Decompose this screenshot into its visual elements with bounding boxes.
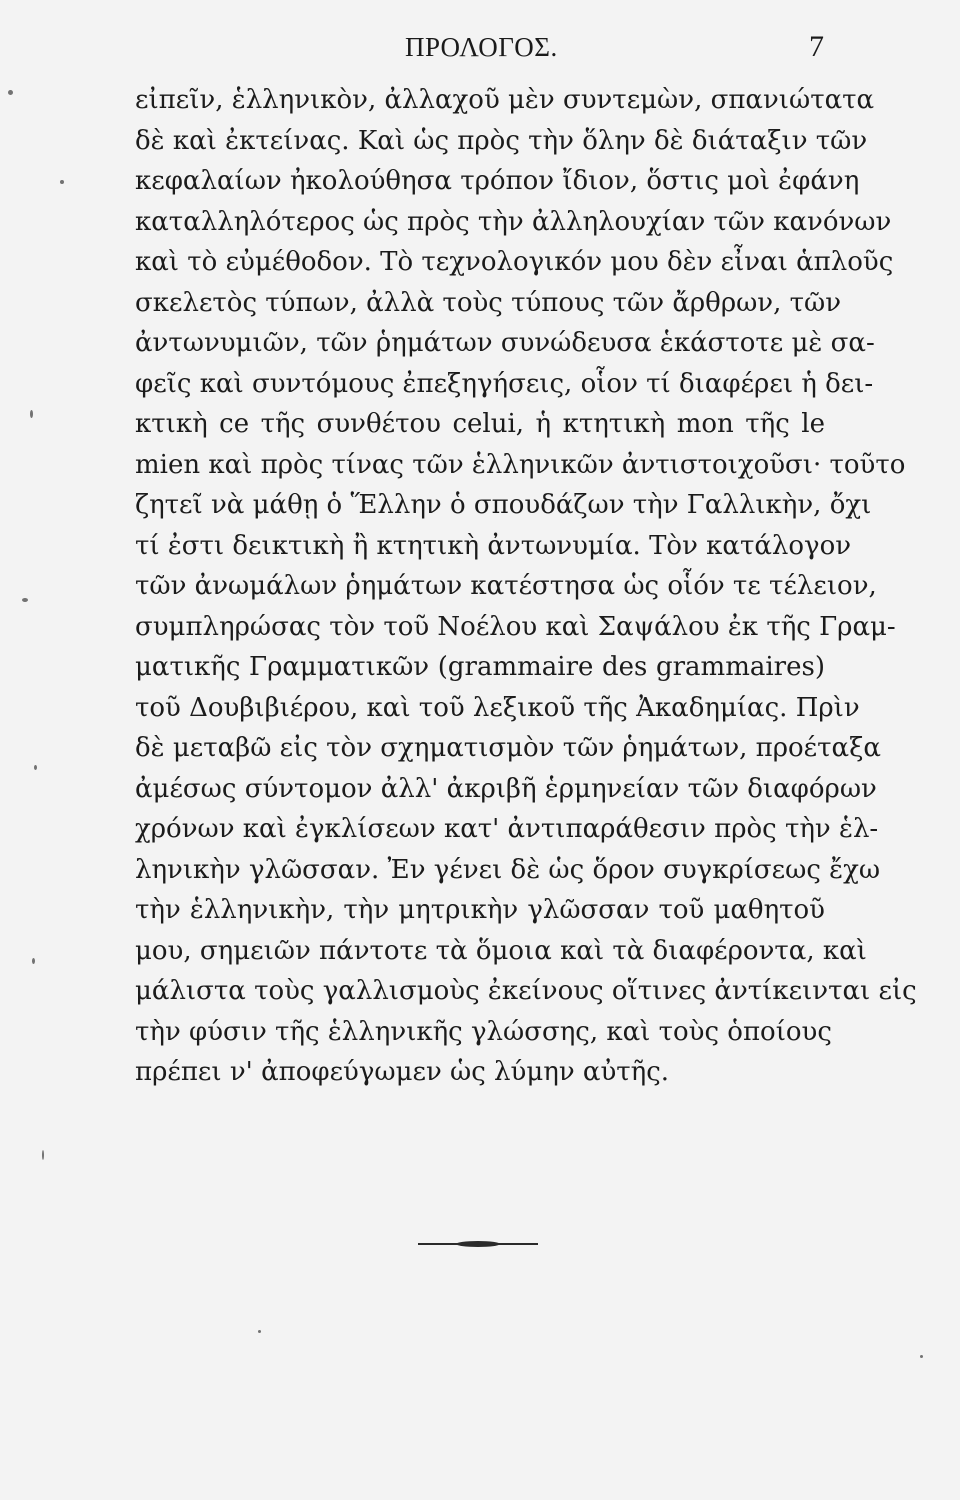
margin-speck: [60, 180, 64, 184]
text-line: τοῦ Δουβιβιέρου, καὶ τοῦ λεξικοῦ τῆς Ἀκαδημίας. Πρὶν: [135, 692, 860, 723]
text-line: τῶν ἀνωμάλων ῥημάτων κατέστησα ὡς οἷόν τε τέλειον,: [135, 571, 877, 601]
text-line: ζητεῖ νὰ μάθῃ ὁ Ἕλλην ὁ σπουδάζων τὴν Γαλλικὴν, ὄχι: [135, 490, 872, 520]
text-line: mien καὶ πρὸς τίνας τῶν ἑλληνικῶν ἀντιστοιχοῦσι· τοῦτο: [135, 449, 906, 480]
ornamental-rule-swell: [456, 1241, 500, 1247]
running-head: [0, 30, 960, 70]
text-line: δὲ μεταβῶ εἰς τὸν σχηματισμὸν τῶν ῥημάτων, προέταξα: [135, 733, 881, 763]
margin-speck: [30, 410, 33, 418]
text-line: ματικῆς Γραμματικῶν (grammaire des grammaires): [135, 652, 825, 682]
margin-speck: [22, 598, 28, 602]
chapter-title: ΠΡΟΛΟΓΟΣ.: [405, 32, 558, 62]
body-text: [135, 80, 917, 1093]
text-line: τί ἐστι δεικτικὴ ἢ κτητικὴ ἀντωνυμία. Τὸν κατάλογον: [135, 530, 852, 561]
text-line: ἀμέσως σύντομον ἀλλ' ἀκριβῆ ἑρμηνείαν τῶν διαφόρων: [135, 773, 877, 804]
margin-speck: [8, 90, 13, 95]
margin-speck: [42, 1150, 44, 1160]
text-line: καταλληλότερος ὡς πρὸς τὴν ἀλληλουχίαν τῶν κανόνων: [135, 206, 892, 237]
text-line: συμπληρώσας τὸν τοῦ Νοέλου καὶ Σαψάλου ἐκ τῆς Γραμ-: [135, 611, 896, 642]
ornamental-rule: [418, 1240, 538, 1248]
text-line: ἀντωνυμιῶν, τῶν ῥημάτων συνώδευσα ἑκάστοτε μὲ σα-: [135, 328, 875, 358]
text-line: μάλιστα τοὺς γαλλισμοὺς ἐκείνους οἵτινες ἀντίκεινται εἰς: [135, 976, 917, 1006]
text-line: δὲ καὶ ἐκτείνας. Καὶ ὡς πρὸς τὴν ὅλην δὲ διάταξιν τῶν: [135, 125, 868, 156]
text-line-last: πρέπει ν' ἀποφεύγωμεν ὡς λύμην αὐτῆς.: [135, 1057, 670, 1087]
margin-speck: [258, 1330, 261, 1333]
text-line: τὴν φύσιν τῆς ἑλληνικῆς γλώσσης, καὶ τοὺς ὁποίους: [135, 1016, 832, 1047]
page-number: 7: [809, 30, 824, 63]
text-line: κεφαλαίων ἠκολούθησα τρόπον ἴδιον, ὅστις μοὶ ἐφάνη: [135, 166, 860, 196]
text-line: καὶ τὸ εὐμέθοδον. Τὸ τεχνολογικόν μου δὲν εἶναι ἁπλοῦς: [135, 247, 894, 277]
text-line: εἰπεῖν, ἑλληνικὸν, ἀλλαχοῦ μὲν συντεμὼν, σπανιώτατα: [135, 85, 875, 115]
margin-speck: [32, 958, 35, 964]
text-line: τὴν ἑλληνικὴν, τὴν μητρικὴν γλῶσσαν τοῦ μαθητοῦ: [135, 895, 825, 925]
text-line: κτικὴ ce τῆς συνθέτου celui, ἡ κτητικὴ mon τῆς le: [135, 409, 825, 439]
text-line: χρόνων καὶ ἐγκλίσεων κατ' ἀντιπαράθεσιν πρὸς τὴν ἑλ-: [135, 814, 879, 844]
text-line: μου, σημειῶν πάντοτε τὰ ὅμοια καὶ τὰ διαφέροντα, καὶ: [135, 935, 867, 966]
text-line: φεῖς καὶ συντόμους ἐπεξηγήσεις, οἷον τί διαφέρει ἡ δει-: [135, 368, 874, 399]
margin-speck: [34, 765, 37, 770]
text-line: ληνικὴν γλῶσσαν. Ἐν γένει δὲ ὡς ὅρον συγκρίσεως ἔχω: [135, 854, 881, 885]
margin-speck: [920, 1355, 923, 1358]
text-line: σκελετὸς τύπων, ἀλλὰ τοὺς τύπους τῶν ἄρθρων, τῶν: [135, 287, 842, 318]
